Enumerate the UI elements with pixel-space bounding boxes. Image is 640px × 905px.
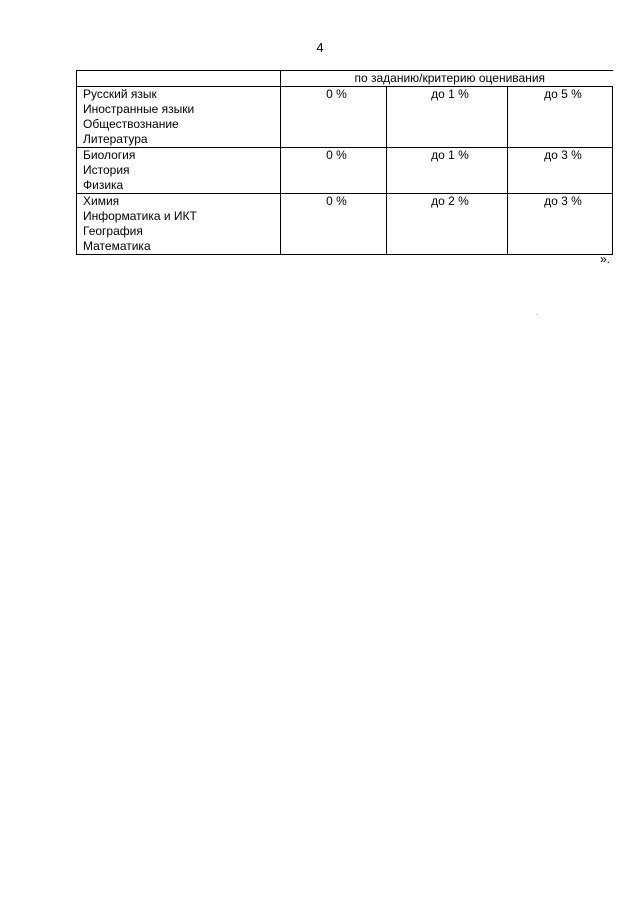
- table-header-row: [77, 71, 613, 87]
- value-cell: до 1 %: [387, 87, 508, 148]
- value-cell: до 3 %: [508, 148, 613, 194]
- subject-name: Математика: [83, 239, 151, 253]
- subjects-cell: [77, 87, 281, 148]
- header-blank-cell: [77, 71, 281, 87]
- subject-name: Обществознание: [83, 117, 179, 131]
- value-cell: до 1 %: [387, 148, 508, 194]
- subject-name: Информатика и ИКТ: [83, 209, 197, 223]
- discrepancy-table: [76, 70, 613, 255]
- subject-name: Физика: [83, 178, 124, 192]
- subject-name: История: [83, 163, 130, 177]
- subject-name: Русский язык: [83, 87, 157, 101]
- value-cell: 0 %: [281, 87, 387, 148]
- value-cell: до 2 %: [387, 194, 508, 255]
- subjects-cell: [77, 194, 281, 255]
- table-row: [77, 194, 613, 255]
- closing-quote-mark: ».: [600, 252, 611, 266]
- subject-name: Химия: [83, 194, 120, 208]
- value-cell: 0 %: [281, 194, 387, 255]
- subjects-cell: [77, 148, 281, 194]
- table-row: [77, 148, 613, 194]
- table-row: [77, 87, 613, 148]
- value-cell: до 3 %: [508, 194, 613, 255]
- subject-name: Биология: [83, 148, 136, 162]
- scan-speck: [536, 314, 537, 315]
- page-number: 4: [316, 40, 324, 55]
- subject-name: География: [83, 224, 143, 238]
- subject-name: Литература: [83, 132, 148, 146]
- value-cell: до 5 %: [508, 87, 613, 148]
- subject-name: Иностранные языки: [83, 102, 195, 116]
- header-label: по заданию/критерию оценивания: [281, 71, 613, 87]
- value-cell: 0 %: [281, 148, 387, 194]
